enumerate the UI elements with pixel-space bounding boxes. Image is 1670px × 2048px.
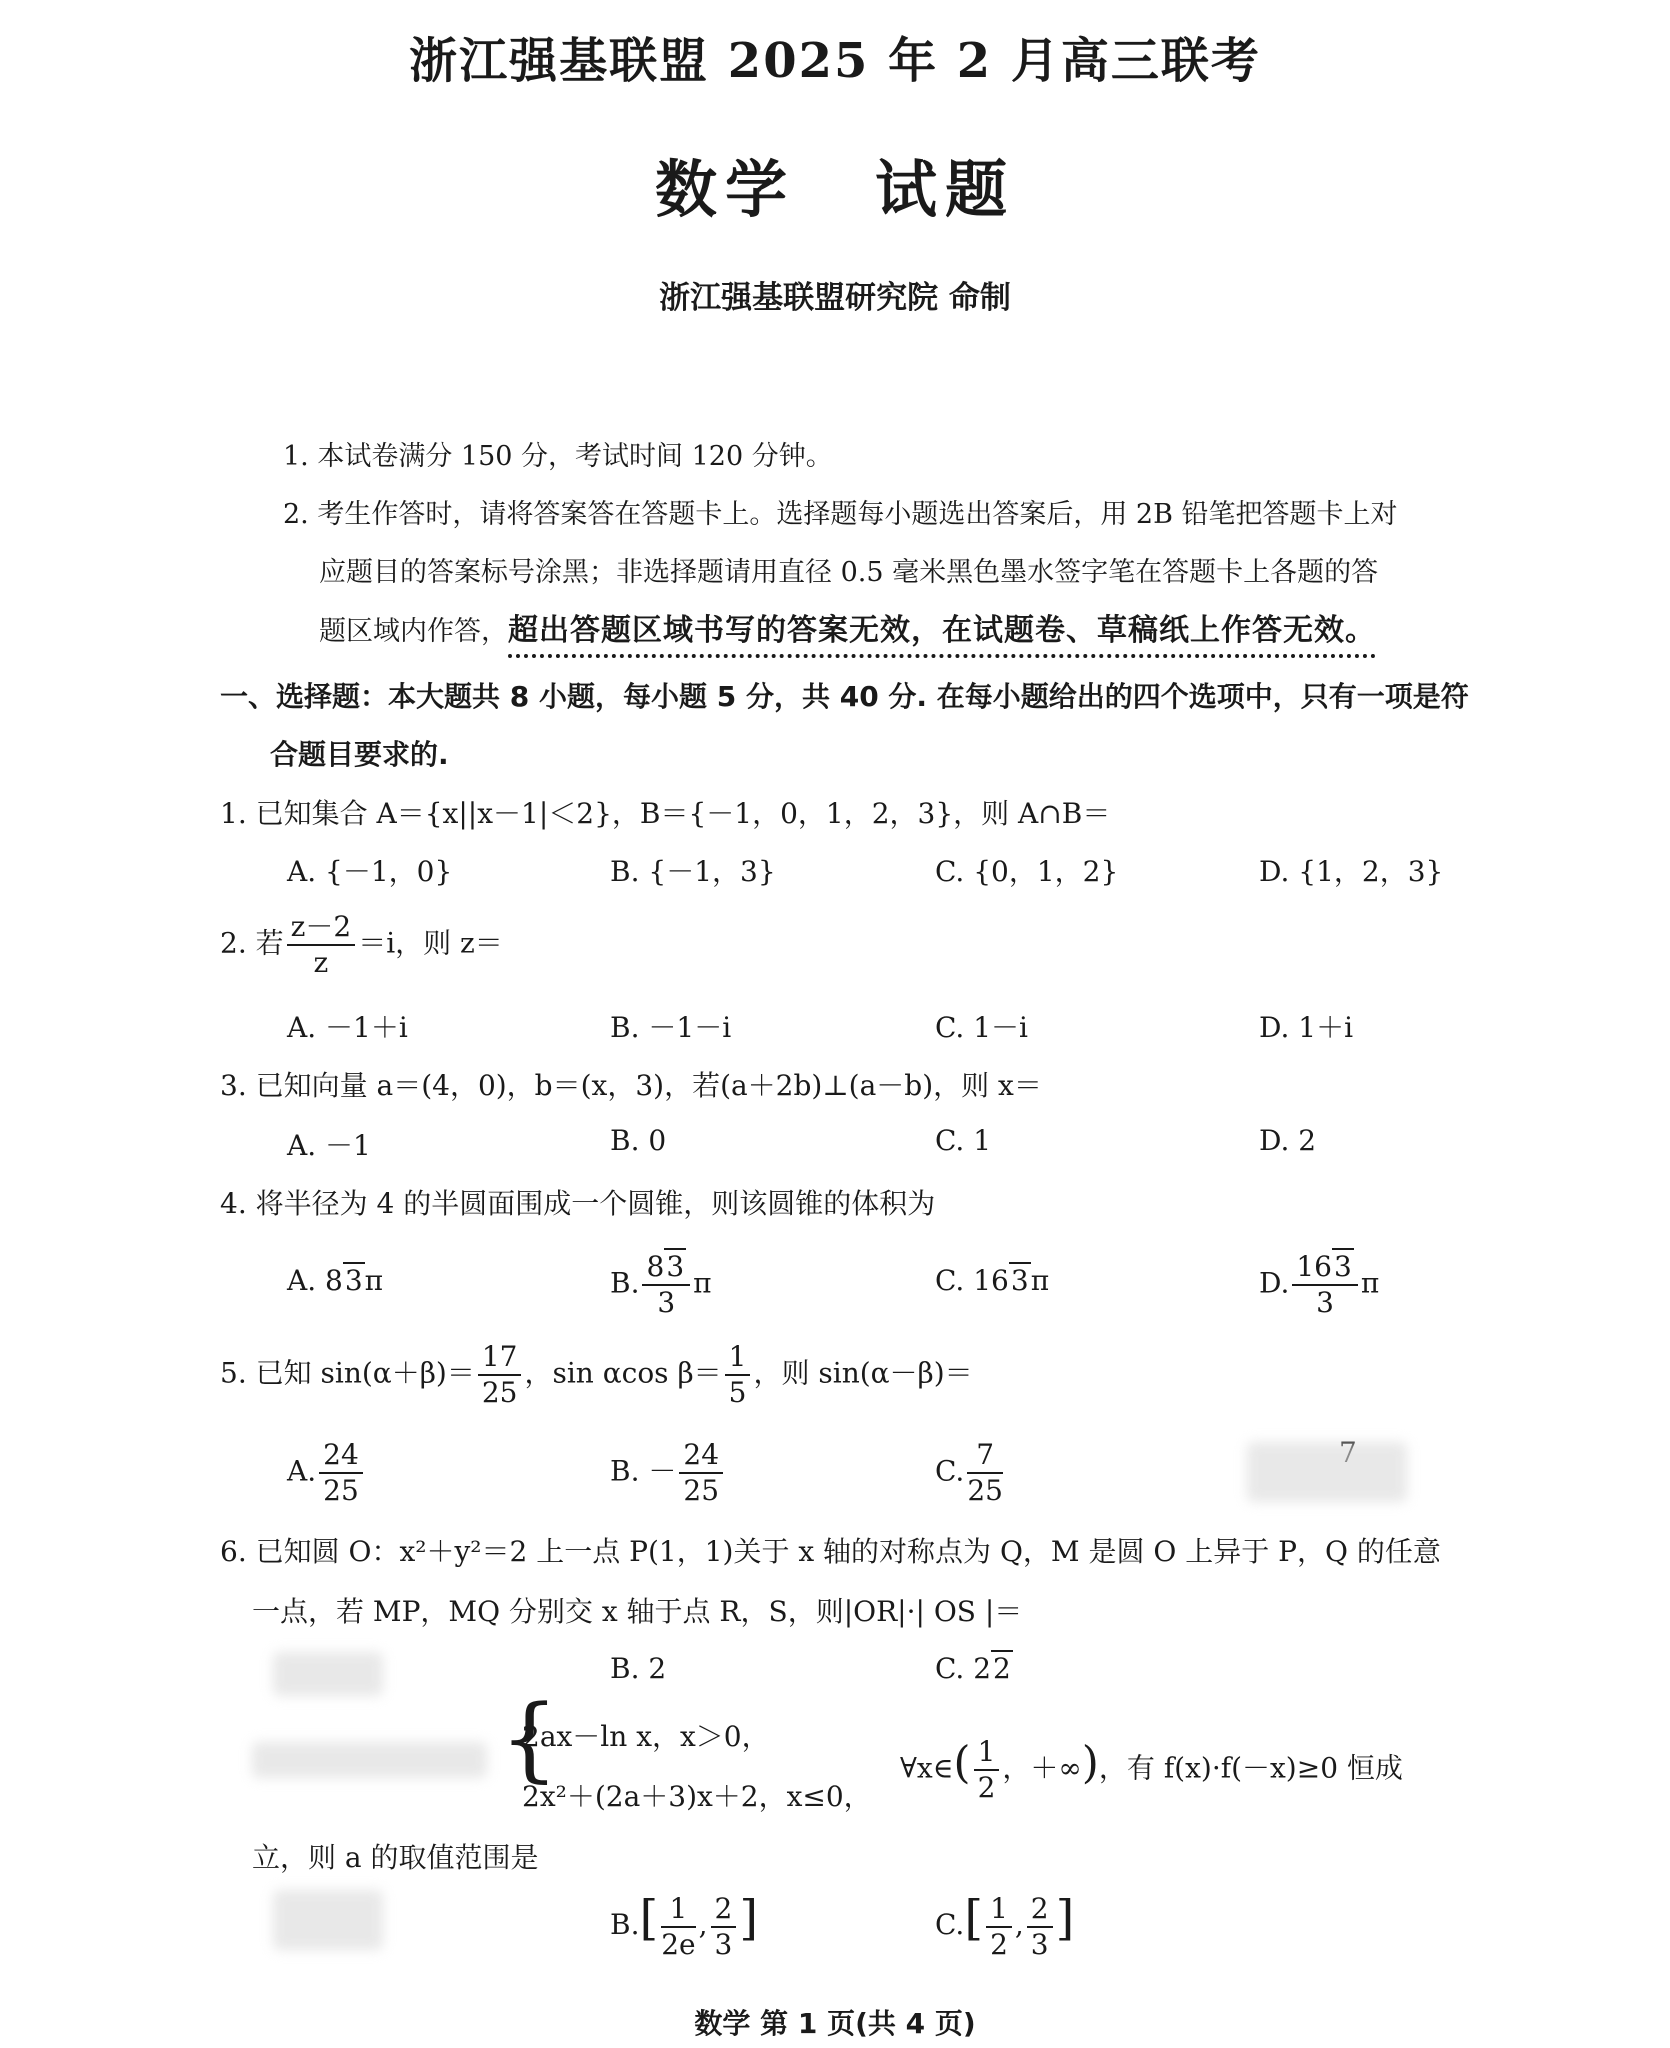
q7-c1-num: 1 [986,1892,1012,1928]
section-heading [220,668,1540,784]
q4-b-pre: B. [610,1266,640,1300]
q2-prefix: 2. 若 [220,926,284,960]
question-2 [220,910,503,980]
q7-tail: ，有 f(x)·f(－x)≥0 恒成 [1098,1751,1403,1785]
q7-cond-post: ，＋∞ [1002,1751,1082,1785]
note-1: 1. 本试卷满分 150 分，考试时间 120 分钟。 [283,441,833,472]
q5-option-a [287,1438,366,1508]
q7-brace: { [500,1685,559,1792]
q4-option-c [935,1264,1049,1297]
q6-c-pre: C. 2 [935,1652,992,1685]
q5-b-den: 25 [683,1474,720,1507]
q5-fraction-1 [478,1340,522,1410]
question-6-line-1: 6. 已知圆 O：x²＋y²＝2 上一点 P(1，1)关于 x 轴的对称点为 Q，M 是圆 O 上异于 P，Q 的任意 [220,1535,1441,1568]
q4-b-num [642,1250,690,1286]
q7-c-bracket-open: [ [964,1890,984,1946]
q7-option-b: B.[ $\frac{1}{2e}$ , $\frac{2}{3}$ ] [610,1890,759,1961]
q2-den: z [313,946,329,979]
q5-a-pre: A. [287,1454,317,1488]
subject-b: 试题 [875,153,1016,226]
note-2c-emphasis: 超出答题区域书写的答案无效，在试题卷、草稿纸上作答无效。 [508,613,1376,648]
q2-fraction [287,910,356,980]
q4-a-radical: 3 [344,1264,363,1297]
q7-stem-blur [252,1742,487,1778]
q4-a-post: π [364,1264,384,1297]
q4-b-post: π [693,1266,712,1300]
q1-option-c: C. {0，1，2} [935,855,1119,888]
q7-cond-num: 1 [974,1735,1000,1771]
q5-c-num: 7 [967,1438,1003,1474]
question-7-line-2: 立，则 a 的取值范围是 [252,1841,539,1874]
q7-b-bracket-open: [ [639,1890,659,1946]
q7-c-fraction-2 [1027,1892,1053,1962]
q4-b-num-pre: 8 [646,1250,665,1283]
q7-case-1: 2ax－ln x，x＞0， [522,1720,770,1753]
q4-d-fraction [1292,1250,1357,1320]
q7-b-pre: B. [610,1908,640,1941]
q7-paren-close: ) [1081,1737,1099,1789]
q4-c-radical: 3 [1010,1264,1029,1297]
q5-option-d-blur [1247,1442,1407,1502]
q6-c-radical: 2 [993,1652,1011,1685]
q5-f2-den: 5 [728,1376,747,1409]
q7-c1-den: 2 [990,1927,1008,1961]
question-4: 4. 将半径为 4 的半圆面围成一个圆锥，则该圆锥的体积为 [220,1187,936,1220]
q5-f1-num: 17 [478,1340,522,1376]
q3-option-b: B. 0 [610,1124,667,1157]
q7-b-fraction-1 [661,1892,695,1962]
section-line-1: 一、选择题：本大题共 8 小题，每小题 5 分，共 40 分. 在每小题给出的四个选项中，只有一项是符 [220,680,1469,713]
q5-fraction-2 [725,1340,751,1410]
q7-b-bracket-close: ] [739,1890,759,1946]
q2-option-a: A. －1＋i [287,1011,408,1044]
q7-case-2: 2x²＋(2a＋3)x＋2，x≤0， [522,1780,872,1813]
q5-c-den: 25 [967,1474,1003,1507]
q7-cond-den: 2 [977,1771,996,1804]
q4-option-a [287,1264,383,1297]
q4-d-post: π [1360,1266,1380,1300]
q5-a-fraction [319,1438,363,1508]
q7-b2-den: 3 [714,1927,733,1961]
q7-c-fraction-1 [986,1892,1012,1962]
q4-option-d [1259,1250,1379,1320]
q7-c2-den: 3 [1030,1927,1049,1961]
q4-option-b [610,1250,712,1320]
q7-b1-den: 2e [661,1927,696,1961]
question-3: 3. 已知向量 a＝(4，0)，b＝(x，3)，若(a＋2b)⊥(a－b)，则 x＝ [220,1069,1042,1102]
q3-option-a: A. －1 [287,1129,371,1162]
q1-option-a: A. {－1，0} [287,855,453,888]
q1-option-d: D. {1，2，3} [1259,855,1444,888]
section-line-2: 合题目要求的. [270,738,449,771]
question-1: 1. 已知集合 A＝{x||x－1|＜2}，B＝{－1，0，1，2，3}，则 A∩B＝ [220,797,1111,830]
q4-c-pre: C. 16 [935,1264,1009,1297]
q4-c-post: π [1030,1264,1050,1297]
q5-b-pre: B. － [610,1454,677,1488]
q5-a-num: 24 [319,1438,363,1474]
q2-option-c: C. 1－i [935,1011,1028,1044]
note-2c [283,602,1543,661]
q5-prefix: 5. 已知 sin(α＋β)＝ [220,1356,475,1390]
q2-option-b: B. －1－i [610,1011,732,1044]
subject-a: 数学 [654,153,795,226]
q5-option-b [610,1438,726,1508]
question-5 [220,1340,973,1410]
q7-paren-open: ( [953,1737,971,1789]
q5-a-den: 25 [323,1474,359,1507]
q5-c-pre: C. [935,1454,965,1488]
q5-b-fraction [679,1438,723,1508]
q5-option-c [935,1438,1006,1508]
q6-option-a-blur [273,1652,383,1696]
q5-f2-num: 1 [725,1340,751,1376]
exam-notes [283,428,1543,661]
q7-cond-pre: ∀x∈ [900,1751,954,1785]
exam-title: 浙江强基联盟 2025 年 2 月高三联考 [409,33,1261,89]
q1-option-b: B. {－1，3} [610,855,776,888]
q4-d-num [1292,1250,1357,1286]
question-6-line-2: 一点，若 MP，MQ 分别交 x 轴于点 R，S，则|OR|·| OS |＝ [252,1595,1023,1628]
q4-d-radical: 3 [1334,1250,1352,1283]
q4-d-pre: D. [1259,1266,1290,1300]
q4-b-radical: 3 [666,1250,685,1283]
q7-c-bracket-close: ] [1055,1890,1075,1946]
q4-d-num-pre: 16 [1296,1250,1332,1283]
institute-line: 浙江强基联盟研究院 命制 [659,280,1011,316]
q7-condition [900,1735,1403,1805]
q6-option-c [935,1652,1013,1685]
q4-d-den: 3 [1316,1286,1334,1319]
q5-f1-den: 25 [481,1376,518,1409]
q7-c-pre: C. [935,1908,965,1941]
page-footer: 数学 第 1 页(共 4 页) [694,2007,976,2040]
q4-a-pre: A. 8 [287,1264,343,1297]
subject-title [0,140,1670,229]
q2-option-d: D. 1＋i [1259,1011,1354,1044]
q5-suffix: ，则 sin(α－β)＝ [753,1356,973,1390]
q7-option-a-blur [273,1890,383,1950]
note-2c-plain: 题区域内作答， [319,616,508,647]
note-2b: 应题目的答案标号涂黑；非选择题请用直径 0.5 毫米黑色墨水签字笔在答题卡上各题的答 [319,557,1379,588]
question-7 [500,1685,1600,1815]
q5-mid: ，sin αcos β＝ [524,1356,722,1390]
q5-c-fraction [967,1438,1003,1508]
q4-b-den: 3 [657,1286,676,1319]
q7-b1-num: 1 [661,1892,695,1928]
q5-b-num: 24 [679,1438,723,1474]
q2-num: z－2 [287,910,356,946]
q7-c2-num: 2 [1027,1892,1053,1928]
q7-cond-fraction [974,1735,1000,1805]
q3-option-c: C. 1 [935,1124,992,1157]
note-2a: 2. 考生作答时，请将答案答在答题卡上。选择题每小题选出答案后，用 2B 铅笔把答题卡上对 [283,499,1398,530]
q2-suffix: ＝i，则 z＝ [358,926,503,960]
q3-option-d: D. 2 [1259,1124,1317,1157]
q7-b-fraction-2 [711,1892,737,1962]
q4-b-fraction [642,1250,690,1320]
q7-b2-num: 2 [711,1892,737,1928]
q6-option-b: B. 2 [610,1652,667,1685]
q7-option-c: C.[ $\frac{1}{2}$ , $\frac{2}{3}$ ] [935,1890,1075,1961]
